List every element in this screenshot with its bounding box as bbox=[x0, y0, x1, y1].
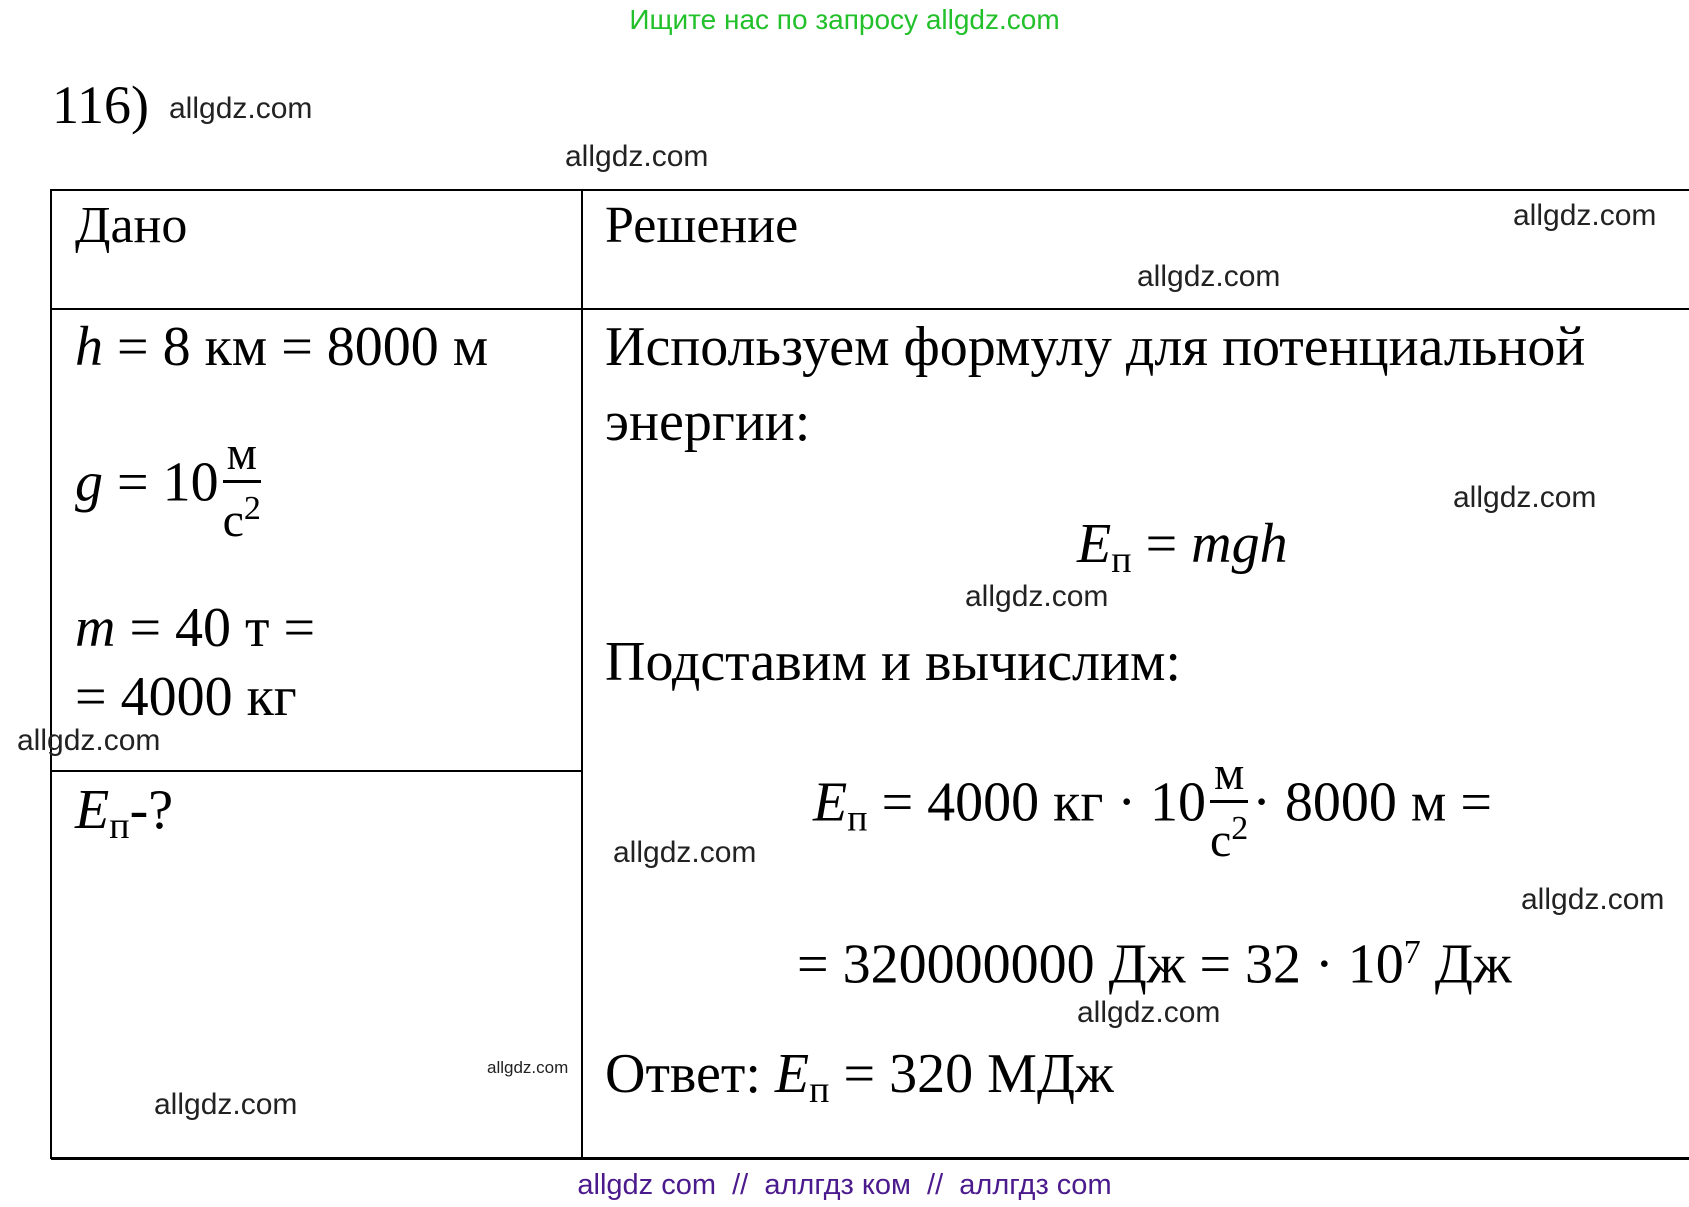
header-row-divider bbox=[51, 308, 1689, 310]
watermark: allgdz.com bbox=[1077, 996, 1221, 1029]
table-border-bottom bbox=[51, 1157, 1689, 1160]
watermark: allgdz.com bbox=[613, 836, 757, 869]
watermark: allgdz.com bbox=[17, 724, 161, 757]
header-banner[interactable]: Ищите нас по запросу allgdz.com bbox=[629, 4, 1060, 35]
table-border-left bbox=[50, 189, 52, 1159]
calc-line-2: = 320000000 Дж = $32 \cdot 10^7$ Дж bbox=[797, 933, 1512, 996]
solution-title: Решение bbox=[605, 197, 799, 254]
find-quantity: $E_п-$? bbox=[75, 779, 174, 847]
footer-links[interactable]: allgdz com // аллгдз ком // аллгдз com bbox=[577, 1169, 1112, 1201]
watermark: allgdz.com bbox=[565, 140, 709, 173]
watermark: allgdz.com bbox=[1137, 260, 1281, 293]
watermark: allgdz.com bbox=[487, 1058, 569, 1077]
watermark: allgdz.com bbox=[1521, 883, 1665, 916]
given-g: g = 10 $\frac{м}{с^2}$ bbox=[75, 427, 261, 547]
given-h: h = 8 км = 8000 м bbox=[75, 316, 489, 378]
watermark: allgdz.com bbox=[1453, 481, 1597, 514]
table-border-top bbox=[51, 189, 1689, 191]
watermark: allgdz.com bbox=[965, 580, 1109, 613]
calc-line-1: $E_п = 4000$ кг · 10 $\frac{м}{с^2}$ · 8000 м = bbox=[813, 747, 1492, 867]
problem-number: 116) bbox=[52, 75, 149, 135]
formula: $E_п$ = mgh bbox=[1077, 513, 1288, 581]
solution-intro-1: Используем формулу для потенциальной bbox=[605, 316, 1586, 378]
given-title: Дано bbox=[75, 197, 188, 254]
answer: Ответ: $E_п = 320$ МДж bbox=[605, 1043, 1114, 1111]
given-m: m = 40 т = bbox=[75, 597, 316, 659]
watermark: allgdz.com bbox=[154, 1088, 298, 1121]
table-divider bbox=[581, 189, 583, 1159]
watermark: allgdz.com bbox=[169, 92, 313, 125]
substitute-heading: Подставим и вычислим: bbox=[605, 631, 1181, 693]
solution-intro-2: энергии: bbox=[605, 391, 811, 453]
given-find-divider bbox=[51, 770, 582, 772]
given-m-kg: = 4000 кг bbox=[75, 666, 297, 728]
watermark: allgdz.com bbox=[1513, 199, 1657, 232]
